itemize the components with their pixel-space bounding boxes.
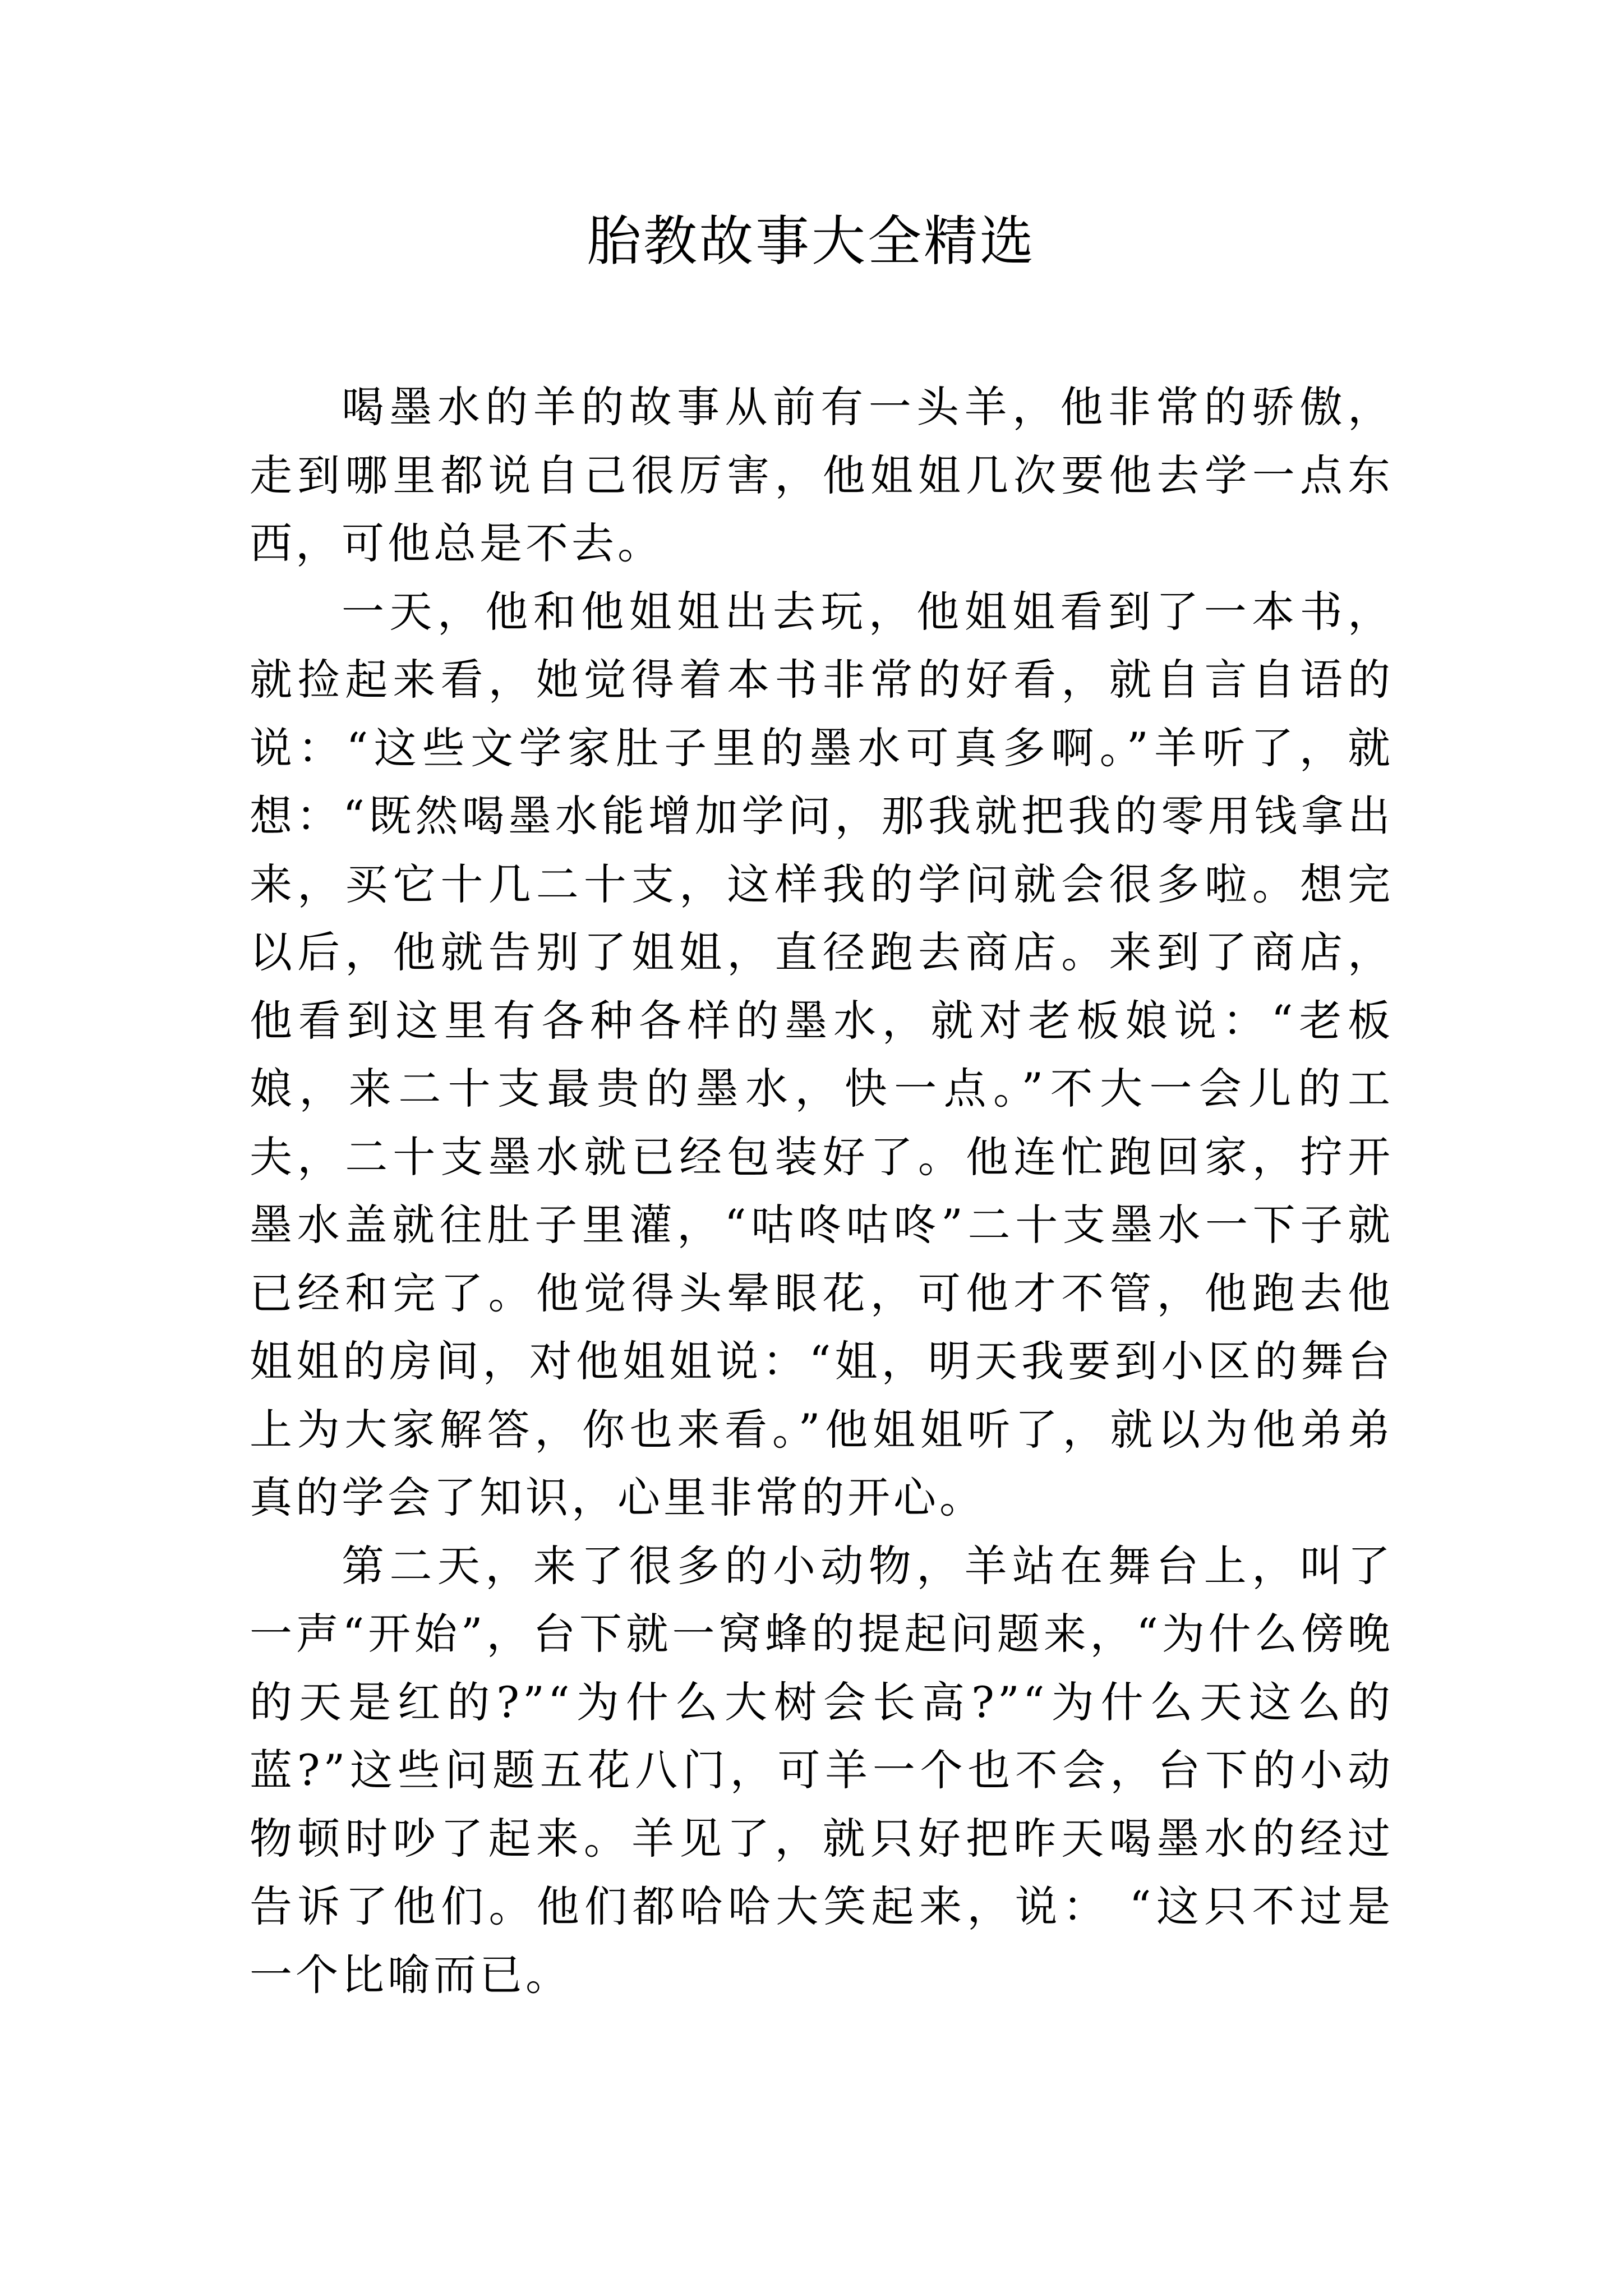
paragraph-2: 一天，他和他姐姐出去玩，他姐姐看到了一本书，就捡起来看，她觉得着本书非常的好看，就自言自语的说：“这些文学家肚子里的墨水可真多啊。”羊听了，就想：“既然喝墨水能增加学问，那我就把我的零用钱拿出来，买它十几二十支，这样我的学问就会很多啦。想完以后，他就告别了姐姐，直径跑去商店。来到了商店，他看到这里有各种各样的墨水，就对老板娘说：“老板娘，来二十支最贵的墨水，快一点。”不大一会儿的工夫，二十支墨水就已经包装好了。他连忙跑回家，拧开墨水盖就往肚子里灌，“咕咚咕咚”二十支墨水一下子就已经和完了。他觉得头晕眼花，可他才不管，他跑去他姐姐的房间，对他姐姐说：“姐，明天我要到小区的舞台上为大家解答，你也来看。”他姐姐听了，就以为他弟弟真的学会了知识，心里非常的开心。: [250, 586, 1394, 1522]
document-body: [250, 373, 1394, 2009]
paragraph-1: 喝墨水的羊的故事从前有一头羊，他非常的骄傲，走到哪里都说自己很厉害，他姐姐几次要他去学一点东西，可他总是不去。: [250, 382, 1394, 568]
paragraph-3: 第二天，来了很多的小动物，羊站在舞台上，叫了一声“开始”，台下就一窝蜂的提起问题来，“为什么傍晚的天是红的?”“为什么大树会长高?”“为什么天这么的蓝?”这些问题五花八门，可羊一个也不会，台下的小动物顿时吵了起来。羊见了，就只好把昨天喝墨水的经过告诉了他们。他们都哈哈大笑起来，说： “这只不过是一个比喻而已。: [250, 1540, 1394, 2000]
document-title: 胎教故事大全精选: [587, 210, 1036, 273]
